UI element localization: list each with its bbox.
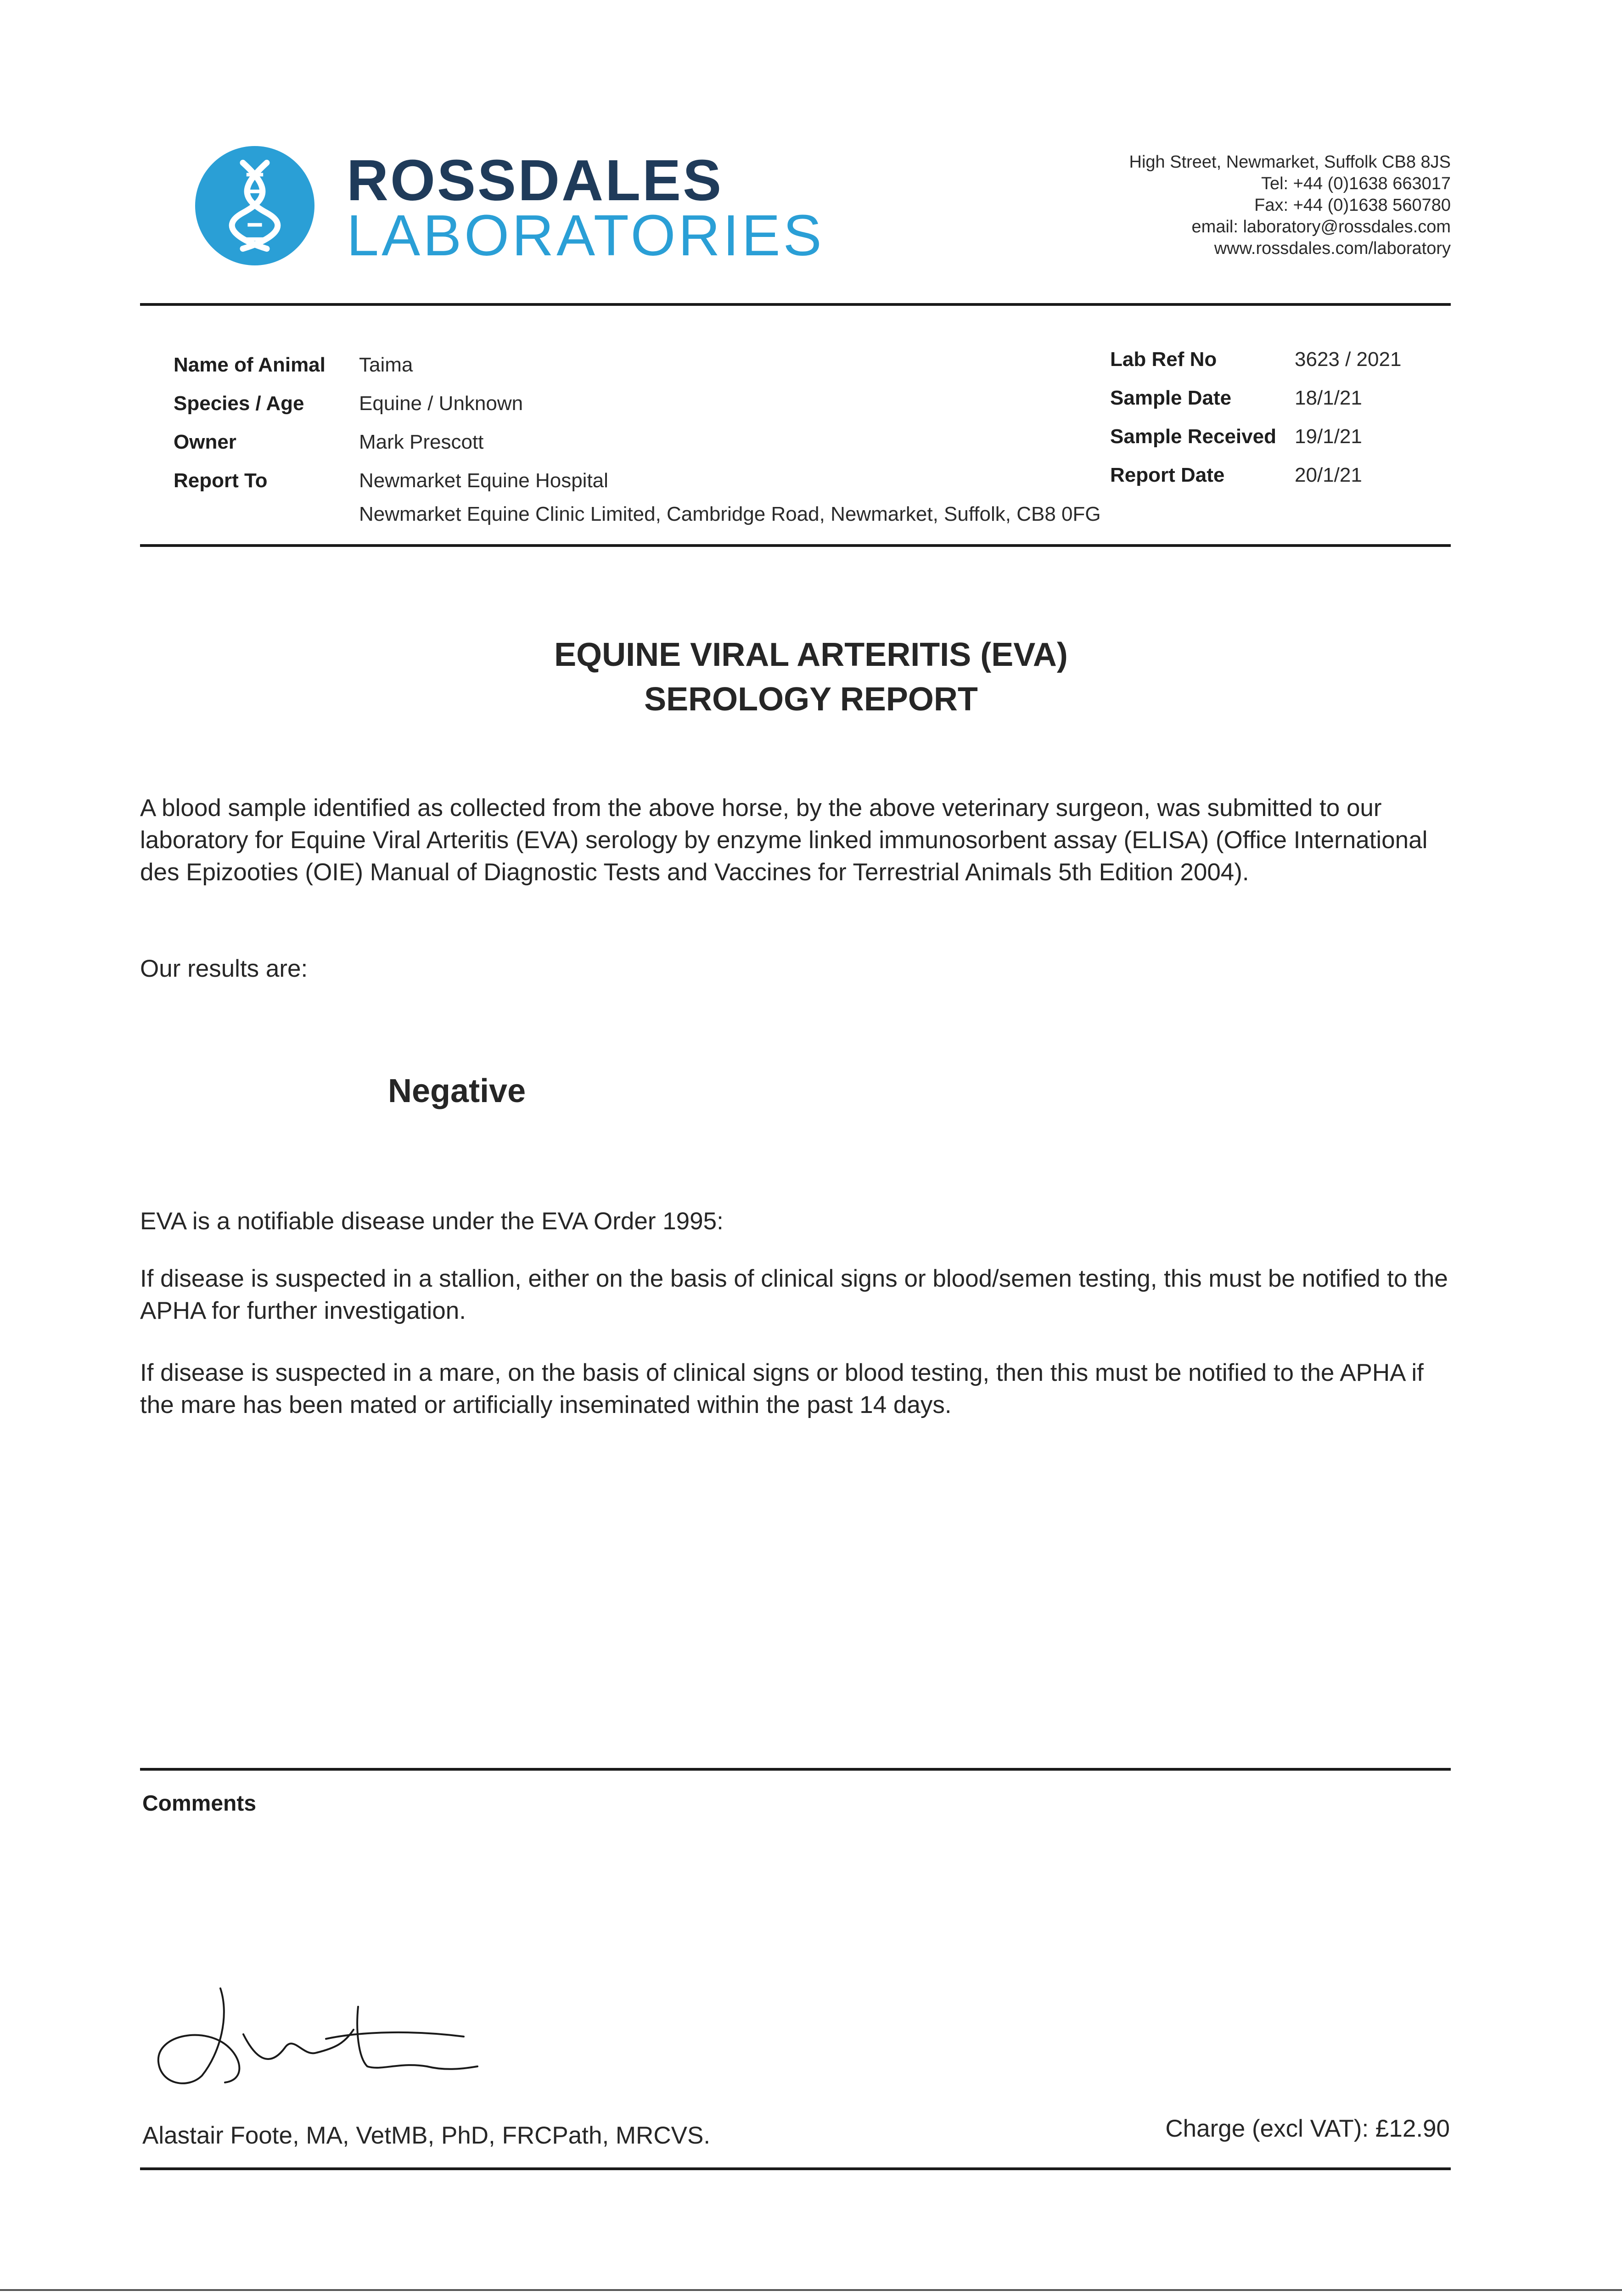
signature-icon [152,1979,482,2094]
species-label: Species / Age [174,392,304,415]
address-street: High Street, Newmarket, Suffolk CB8 8JS [1129,152,1451,172]
animal-value: Taima [359,354,413,376]
report-date-value: 20/1/21 [1295,464,1362,486]
sample-date-label: Sample Date [1110,387,1232,409]
owner-label: Owner [174,431,236,453]
report-to-address: Newmarket Equine Clinic Limited, Cambridge Road, Newmarket, Suffolk, CB8 0FG [359,503,1101,525]
report-title-line1: EQUINE VIRAL ARTERITIS (EVA) [554,636,1068,673]
comments-label: Comments [142,1791,257,1816]
results-intro: Our results are: [140,955,308,982]
mare-guidance: If disease is suspected in a mare, on the basis of clinical signs or blood testing, then this must be notified to the APHA if the mare has been mated or artificially inseminated within the past 14 days. [140,1359,1424,1418]
notifiable-statement: EVA is a notifiable disease under the EVA Order 1995: [140,1208,724,1235]
address-email: email: laboratory@rossdales.com [1191,217,1451,236]
report-to-label: Report To [174,469,268,492]
comments-divider [140,1768,1451,1771]
sample-date-value: 18/1/21 [1295,387,1362,409]
signatory-name: Alastair Foote, MA, VetMB, PhD, FRCPath, MRCVS. [142,2122,711,2149]
footer-divider [140,2167,1451,2170]
lab-ref-value: 3623 / 2021 [1295,348,1402,371]
sample-received-label: Sample Received [1110,425,1276,448]
address-tel: Tel: +44 (0)1638 663017 [1261,174,1451,193]
charge-amount: Charge (excl VAT): £12.90 [1165,2115,1450,2142]
report-date-label: Report Date [1110,464,1225,486]
test-result: Negative [388,1073,526,1109]
address-fax: Fax: +44 (0)1638 560780 [1254,196,1451,215]
page-edge-line-right [627,2289,1622,2291]
owner-value: Mark Prescott [359,431,484,453]
sample-received-value: 19/1/21 [1295,425,1362,448]
report-title-line2: SEROLOGY REPORT [644,681,978,718]
intro-paragraph: A blood sample identified as collected from the above horse, by the above veterinary surgeon, was submitted to our laboratory for Equine Viral Arteritis (EVA) serology by enzyme linked immunosorbent assay (ELISA) (Office International des Epizooties (OIE) Manual of Diagnostic Tests and Vaccines for Terrestrial Animals 5th Edition 2004). [140,794,1428,886]
animal-label: Name of Animal [174,354,326,376]
stallion-guidance: If disease is suspected in a stallion, either on the basis of clinical signs or blood/semen testing, this must be notified to the APHA for further investigation. [140,1265,1448,1324]
address-web: www.rossdales.com/laboratory [1214,239,1451,258]
dna-helix-icon [195,146,314,265]
lab-ref-label: Lab Ref No [1110,348,1217,371]
brand-name-line1: ROSSDALES [347,148,724,213]
species-value: Equine / Unknown [359,392,523,415]
page-edge-line-left [0,2289,627,2291]
header-divider [140,303,1451,306]
report-to-value: Newmarket Equine Hospital [359,469,608,492]
info-divider [140,544,1451,547]
brand-name-line2: LABORATORIES [347,203,825,268]
